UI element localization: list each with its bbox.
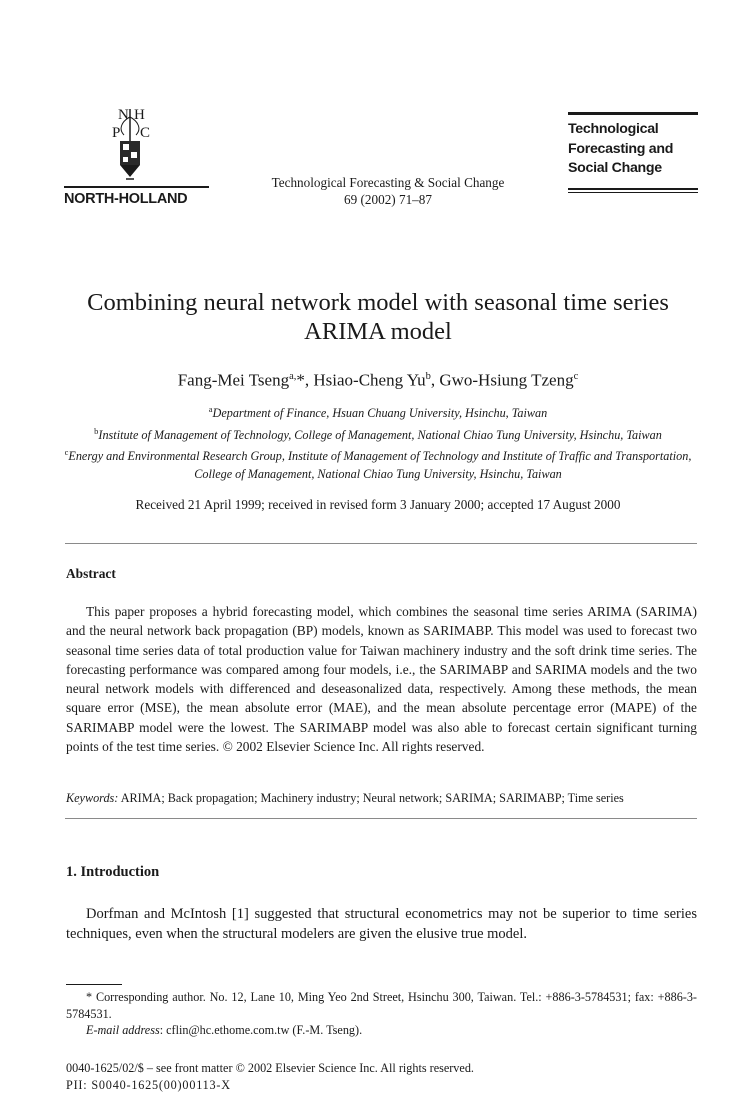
email-label: E-mail address	[86, 1023, 160, 1037]
author-name: Fang-Mei Tseng	[177, 370, 290, 390]
publisher-name: NORTH-HOLLAND	[64, 186, 209, 207]
brand-line-1: Technological	[568, 121, 659, 137]
tree-emblem-icon	[100, 105, 160, 187]
keywords	[66, 790, 706, 807]
affiliation-a: $^a$Department of Finance, Hsuan Chuang University, Hsinchu, Taiwan	[208, 404, 548, 421]
svg-text:H: H	[134, 107, 145, 123]
journal-brand	[568, 112, 698, 193]
author-name: Hsiao-Cheng Yu	[313, 370, 426, 390]
author-affiliation-mark: c	[573, 371, 579, 382]
front-matter: 0040-1625/02/$ – see front matter © 2002 Elsevier Science Inc. All rights reserved.	[66, 1061, 474, 1075]
footnote	[66, 989, 697, 1022]
publisher-logo	[100, 105, 160, 187]
journal-citation-block	[230, 174, 546, 208]
divider	[65, 818, 697, 819]
author-affiliation-mark: a,	[289, 371, 297, 382]
email-value: : cflin@hc.ethome.com.tw (F.-M. Tseng).	[159, 1023, 363, 1037]
intro-paragraph: Dorfman and McIntosh [1] suggested that structural econometrics may not be superior to time series techniques, even when the structural modelers are given the elusive true model.	[66, 906, 697, 942]
pii: PII: S0040-1625(00)00113-X	[66, 1078, 231, 1092]
author-name: Gwo-Hsiung Tzeng	[439, 370, 574, 390]
keywords-text: ARIMA; Back propagation; Machinery industry; Neural network; SARIMA; SARIMABP; Time series	[120, 791, 624, 805]
svg-text:C: C	[140, 125, 151, 141]
journal-volume: 69 (2002) 71–87	[344, 192, 432, 207]
footnote-text: Corresponding author. No. 12, Lane 10, Ming Yeo 2nd Street, Hsinchu 300, Taiwan. Tel.: +886-3-5784531; fax: +886-3-5784531.	[66, 990, 697, 1021]
divider	[65, 543, 697, 544]
author-list: Fang-Mei Tseng$^{a,}$*, Hsiao-Cheng Yu$^b$, Gwo-Hsiung Tzeng$^c$	[177, 370, 579, 390]
journal-name: Technological Forecasting & Social Change	[271, 175, 505, 190]
abstract-heading: Abstract	[66, 566, 116, 581]
received-dates: Received 21 April 1999; received in revised form 3 January 2000; accepted 17 August 2000	[135, 497, 621, 512]
svg-text:N: N	[118, 107, 129, 123]
author-affiliation-mark: b	[425, 371, 431, 382]
affiliation-c: $^c$Energy and Environmental Research Group, Institute of Management of Technology and Institute of Traffic and Transportation, College of Management, National Chiao Tung University, Hsinchu, Taiwan	[64, 447, 692, 481]
article-title: Combining neural network model with seasonal time series ARIMA model	[87, 289, 669, 345]
affiliation-b: $^b$Institute of Management of Technology, College of Management, National Chiao Tung University, Hsinchu, Taiwan	[94, 425, 662, 442]
brand-line-3: Social Change	[568, 160, 662, 176]
affiliation-list	[50, 401, 706, 483]
footnote-mark: *	[86, 990, 93, 1004]
corresponding-mark: *	[296, 370, 305, 390]
footnote-email	[86, 1022, 362, 1039]
svg-text:P: P	[112, 125, 121, 141]
footnote-rule	[66, 984, 122, 985]
abstract-body: This paper proposes a hybrid forecasting model, which combines the seasonal time series ARIMA (SARIMA) and the neural network back propagation (BP) models, known as SARIMABP. This model was used to forecast two seasonal time series data of total production value for Taiwan machinery industry and the soft drink time series. The forecasting performance was compared among four models, i.e., the SARIMABP and SARIMA models and the two neural network models with differenced and deseasonalized data, respectively. Among these methods, the mean square error (MSE), the mean absolute error (MAE), and the mean absolute percentage error (MAPE) of the SARIMABP model were the lowest. The SARIMABP model was also able to forecast certain significant turning points of the test time series. © 2002 Elsevier Science Inc. All rights reserved.	[66, 604, 697, 755]
brand-line-2: Forecasting and	[568, 140, 674, 157]
section-heading: 1. Introduction	[66, 864, 160, 880]
keywords-label: Keywords:	[66, 791, 119, 805]
